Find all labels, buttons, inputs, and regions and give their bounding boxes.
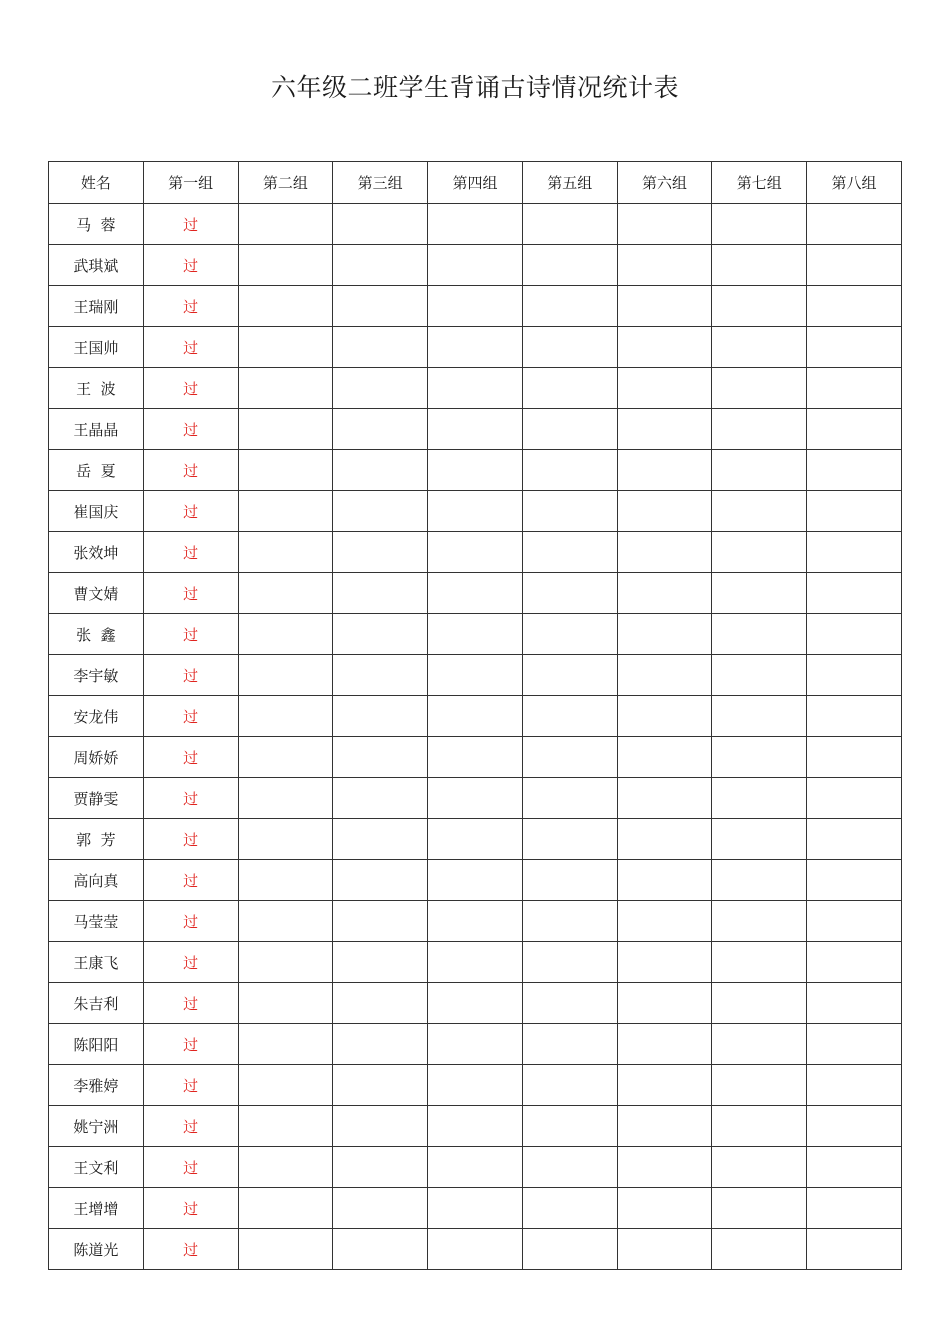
group-8-cell bbox=[807, 286, 902, 327]
column-header-name: 姓名 bbox=[49, 162, 144, 204]
group-4-cell bbox=[428, 819, 523, 860]
group-7-cell bbox=[712, 614, 807, 655]
group-5-cell bbox=[522, 491, 617, 532]
group-6-cell bbox=[617, 1065, 712, 1106]
group-4-cell bbox=[428, 245, 523, 286]
table-row bbox=[49, 1147, 902, 1188]
group-1-cell: 过 bbox=[143, 409, 238, 450]
table-row bbox=[49, 368, 902, 409]
group-7-cell bbox=[712, 860, 807, 901]
group-4-cell bbox=[428, 655, 523, 696]
group-8-cell bbox=[807, 1024, 902, 1065]
group-2-cell bbox=[238, 532, 333, 573]
table-row bbox=[49, 245, 902, 286]
group-7-cell bbox=[712, 655, 807, 696]
group-4-cell bbox=[428, 860, 523, 901]
group-4-cell bbox=[428, 1065, 523, 1106]
group-3-cell bbox=[333, 737, 428, 778]
column-header-group-3: 第三组 bbox=[333, 162, 428, 204]
student-name-cell: 王 波 bbox=[49, 368, 144, 409]
group-2-cell bbox=[238, 491, 333, 532]
table-row bbox=[49, 983, 902, 1024]
group-6-cell bbox=[617, 819, 712, 860]
group-4-cell bbox=[428, 696, 523, 737]
group-8-cell bbox=[807, 983, 902, 1024]
group-3-cell bbox=[333, 532, 428, 573]
group-4-cell bbox=[428, 1188, 523, 1229]
group-7-cell bbox=[712, 245, 807, 286]
group-5-cell bbox=[522, 327, 617, 368]
table-row bbox=[49, 1024, 902, 1065]
group-2-cell bbox=[238, 204, 333, 245]
group-8-cell bbox=[807, 1229, 902, 1270]
group-6-cell bbox=[617, 1229, 712, 1270]
table-row bbox=[49, 1188, 902, 1229]
student-name-cell: 张效坤 bbox=[49, 532, 144, 573]
table-header-row bbox=[49, 162, 902, 204]
group-5-cell bbox=[522, 1024, 617, 1065]
group-2-cell bbox=[238, 942, 333, 983]
group-7-cell bbox=[712, 450, 807, 491]
group-8-cell bbox=[807, 450, 902, 491]
group-4-cell bbox=[428, 1106, 523, 1147]
student-name-cell: 王康飞 bbox=[49, 942, 144, 983]
group-5-cell bbox=[522, 450, 617, 491]
student-name-cell: 李宇敏 bbox=[49, 655, 144, 696]
group-5-cell bbox=[522, 696, 617, 737]
table-row bbox=[49, 778, 902, 819]
student-name-cell: 王文利 bbox=[49, 1147, 144, 1188]
group-8-cell bbox=[807, 573, 902, 614]
group-3-cell bbox=[333, 327, 428, 368]
student-name-cell: 张 鑫 bbox=[49, 614, 144, 655]
group-7-cell bbox=[712, 204, 807, 245]
group-5-cell bbox=[522, 778, 617, 819]
group-3-cell bbox=[333, 1229, 428, 1270]
table-row bbox=[49, 409, 902, 450]
group-4-cell bbox=[428, 942, 523, 983]
group-8-cell bbox=[807, 491, 902, 532]
student-name-cell: 岳 夏 bbox=[49, 450, 144, 491]
group-3-cell bbox=[333, 778, 428, 819]
group-5-cell bbox=[522, 532, 617, 573]
group-4-cell bbox=[428, 778, 523, 819]
column-header-group-4: 第四组 bbox=[428, 162, 523, 204]
group-5-cell bbox=[522, 286, 617, 327]
group-5-cell bbox=[522, 409, 617, 450]
column-header-group-5: 第五组 bbox=[522, 162, 617, 204]
group-5-cell bbox=[522, 655, 617, 696]
table-row bbox=[49, 614, 902, 655]
group-7-cell bbox=[712, 532, 807, 573]
recitation-stats-table bbox=[48, 161, 902, 1270]
group-2-cell bbox=[238, 614, 333, 655]
column-header-group-7: 第七组 bbox=[712, 162, 807, 204]
group-7-cell bbox=[712, 901, 807, 942]
table-row bbox=[49, 860, 902, 901]
group-7-cell bbox=[712, 1188, 807, 1229]
table-row bbox=[49, 1065, 902, 1106]
group-3-cell bbox=[333, 614, 428, 655]
group-1-cell: 过 bbox=[143, 983, 238, 1024]
group-5-cell bbox=[522, 1065, 617, 1106]
group-1-cell: 过 bbox=[143, 450, 238, 491]
table-row bbox=[49, 204, 902, 245]
group-7-cell bbox=[712, 573, 807, 614]
group-5-cell bbox=[522, 1106, 617, 1147]
group-8-cell bbox=[807, 778, 902, 819]
group-6-cell bbox=[617, 409, 712, 450]
group-7-cell bbox=[712, 819, 807, 860]
table-row bbox=[49, 1106, 902, 1147]
group-6-cell bbox=[617, 286, 712, 327]
group-4-cell bbox=[428, 491, 523, 532]
group-5-cell bbox=[522, 737, 617, 778]
group-5-cell bbox=[522, 1229, 617, 1270]
group-5-cell bbox=[522, 860, 617, 901]
group-4-cell bbox=[428, 532, 523, 573]
group-7-cell bbox=[712, 327, 807, 368]
group-3-cell bbox=[333, 491, 428, 532]
group-8-cell bbox=[807, 1188, 902, 1229]
group-1-cell: 过 bbox=[143, 1106, 238, 1147]
group-3-cell bbox=[333, 204, 428, 245]
group-7-cell bbox=[712, 409, 807, 450]
group-3-cell bbox=[333, 1106, 428, 1147]
group-1-cell: 过 bbox=[143, 696, 238, 737]
group-7-cell bbox=[712, 1024, 807, 1065]
group-2-cell bbox=[238, 1188, 333, 1229]
group-3-cell bbox=[333, 573, 428, 614]
group-2-cell bbox=[238, 860, 333, 901]
group-6-cell bbox=[617, 368, 712, 409]
group-4-cell bbox=[428, 286, 523, 327]
group-2-cell bbox=[238, 778, 333, 819]
group-1-cell: 过 bbox=[143, 327, 238, 368]
group-8-cell bbox=[807, 368, 902, 409]
group-7-cell bbox=[712, 1106, 807, 1147]
group-4-cell bbox=[428, 450, 523, 491]
group-1-cell: 过 bbox=[143, 614, 238, 655]
group-6-cell bbox=[617, 1106, 712, 1147]
group-4-cell bbox=[428, 409, 523, 450]
group-6-cell bbox=[617, 1188, 712, 1229]
group-3-cell bbox=[333, 655, 428, 696]
group-7-cell bbox=[712, 491, 807, 532]
group-1-cell: 过 bbox=[143, 245, 238, 286]
group-2-cell bbox=[238, 573, 333, 614]
group-2-cell bbox=[238, 409, 333, 450]
group-1-cell: 过 bbox=[143, 1229, 238, 1270]
group-4-cell bbox=[428, 204, 523, 245]
student-name-cell: 周娇娇 bbox=[49, 737, 144, 778]
group-4-cell bbox=[428, 737, 523, 778]
student-name-cell: 姚宁洲 bbox=[49, 1106, 144, 1147]
column-header-group-2: 第二组 bbox=[238, 162, 333, 204]
group-3-cell bbox=[333, 1024, 428, 1065]
group-8-cell bbox=[807, 819, 902, 860]
group-3-cell bbox=[333, 696, 428, 737]
group-5-cell bbox=[522, 1188, 617, 1229]
group-8-cell bbox=[807, 860, 902, 901]
group-1-cell: 过 bbox=[143, 1065, 238, 1106]
student-name-cell: 武琪斌 bbox=[49, 245, 144, 286]
group-3-cell bbox=[333, 901, 428, 942]
group-1-cell: 过 bbox=[143, 860, 238, 901]
group-8-cell bbox=[807, 409, 902, 450]
student-name-cell: 马 蓉 bbox=[49, 204, 144, 245]
group-2-cell bbox=[238, 901, 333, 942]
student-name-cell: 朱吉利 bbox=[49, 983, 144, 1024]
group-7-cell bbox=[712, 696, 807, 737]
student-name-cell: 李雅婷 bbox=[49, 1065, 144, 1106]
group-4-cell bbox=[428, 573, 523, 614]
table-row bbox=[49, 1229, 902, 1270]
student-name-cell: 王增增 bbox=[49, 1188, 144, 1229]
column-header-group-1: 第一组 bbox=[143, 162, 238, 204]
student-name-cell: 王瑞刚 bbox=[49, 286, 144, 327]
group-7-cell bbox=[712, 942, 807, 983]
table-row bbox=[49, 696, 902, 737]
group-2-cell bbox=[238, 286, 333, 327]
group-8-cell bbox=[807, 942, 902, 983]
group-8-cell bbox=[807, 1065, 902, 1106]
group-8-cell bbox=[807, 1106, 902, 1147]
group-5-cell bbox=[522, 901, 617, 942]
group-3-cell bbox=[333, 368, 428, 409]
column-header-group-6: 第六组 bbox=[617, 162, 712, 204]
group-6-cell bbox=[617, 901, 712, 942]
group-5-cell bbox=[522, 573, 617, 614]
group-8-cell bbox=[807, 327, 902, 368]
table-row bbox=[49, 737, 902, 778]
group-7-cell bbox=[712, 368, 807, 409]
group-7-cell bbox=[712, 737, 807, 778]
student-name-cell: 陈阳阳 bbox=[49, 1024, 144, 1065]
group-6-cell bbox=[617, 983, 712, 1024]
table-row bbox=[49, 819, 902, 860]
group-1-cell: 过 bbox=[143, 655, 238, 696]
group-4-cell bbox=[428, 1229, 523, 1270]
group-1-cell: 过 bbox=[143, 286, 238, 327]
group-5-cell bbox=[522, 614, 617, 655]
group-1-cell: 过 bbox=[143, 491, 238, 532]
group-8-cell bbox=[807, 696, 902, 737]
group-7-cell bbox=[712, 1065, 807, 1106]
group-1-cell: 过 bbox=[143, 573, 238, 614]
group-1-cell: 过 bbox=[143, 942, 238, 983]
group-7-cell bbox=[712, 983, 807, 1024]
group-2-cell bbox=[238, 1229, 333, 1270]
group-1-cell: 过 bbox=[143, 532, 238, 573]
group-2-cell bbox=[238, 1065, 333, 1106]
group-2-cell bbox=[238, 819, 333, 860]
table-row bbox=[49, 532, 902, 573]
group-6-cell bbox=[617, 573, 712, 614]
student-name-cell: 曹文婧 bbox=[49, 573, 144, 614]
group-8-cell bbox=[807, 655, 902, 696]
group-5-cell bbox=[522, 819, 617, 860]
group-2-cell bbox=[238, 1147, 333, 1188]
group-8-cell bbox=[807, 532, 902, 573]
group-5-cell bbox=[522, 368, 617, 409]
group-6-cell bbox=[617, 327, 712, 368]
group-6-cell bbox=[617, 737, 712, 778]
student-name-cell: 陈道光 bbox=[49, 1229, 144, 1270]
group-2-cell bbox=[238, 696, 333, 737]
group-3-cell bbox=[333, 1065, 428, 1106]
table-row bbox=[49, 655, 902, 696]
table-row bbox=[49, 450, 902, 491]
group-3-cell bbox=[333, 819, 428, 860]
table-row bbox=[49, 942, 902, 983]
group-8-cell bbox=[807, 204, 902, 245]
group-1-cell: 过 bbox=[143, 204, 238, 245]
group-2-cell bbox=[238, 327, 333, 368]
group-6-cell bbox=[617, 1147, 712, 1188]
group-6-cell bbox=[617, 532, 712, 573]
group-6-cell bbox=[617, 245, 712, 286]
group-5-cell bbox=[522, 942, 617, 983]
group-1-cell: 过 bbox=[143, 1024, 238, 1065]
group-3-cell bbox=[333, 286, 428, 327]
group-2-cell bbox=[238, 655, 333, 696]
group-6-cell bbox=[617, 614, 712, 655]
group-5-cell bbox=[522, 245, 617, 286]
group-6-cell bbox=[617, 491, 712, 532]
group-1-cell: 过 bbox=[143, 1188, 238, 1229]
student-name-cell: 马莹莹 bbox=[49, 901, 144, 942]
student-name-cell: 郭 芳 bbox=[49, 819, 144, 860]
group-1-cell: 过 bbox=[143, 368, 238, 409]
group-4-cell bbox=[428, 983, 523, 1024]
group-2-cell bbox=[238, 1106, 333, 1147]
group-8-cell bbox=[807, 901, 902, 942]
group-2-cell bbox=[238, 983, 333, 1024]
group-2-cell bbox=[238, 368, 333, 409]
student-name-cell: 王国帅 bbox=[49, 327, 144, 368]
group-8-cell bbox=[807, 614, 902, 655]
table-row bbox=[49, 491, 902, 532]
group-1-cell: 过 bbox=[143, 737, 238, 778]
group-1-cell: 过 bbox=[143, 901, 238, 942]
group-8-cell bbox=[807, 245, 902, 286]
group-7-cell bbox=[712, 778, 807, 819]
group-6-cell bbox=[617, 1024, 712, 1065]
group-4-cell bbox=[428, 1024, 523, 1065]
group-3-cell bbox=[333, 1147, 428, 1188]
group-6-cell bbox=[617, 942, 712, 983]
group-7-cell bbox=[712, 286, 807, 327]
group-6-cell bbox=[617, 860, 712, 901]
group-3-cell bbox=[333, 983, 428, 1024]
table-row bbox=[49, 286, 902, 327]
column-header-group-8: 第八组 bbox=[807, 162, 902, 204]
group-7-cell bbox=[712, 1229, 807, 1270]
group-6-cell bbox=[617, 204, 712, 245]
group-4-cell bbox=[428, 901, 523, 942]
student-name-cell: 高向真 bbox=[49, 860, 144, 901]
group-4-cell bbox=[428, 614, 523, 655]
group-2-cell bbox=[238, 1024, 333, 1065]
group-7-cell bbox=[712, 1147, 807, 1188]
group-5-cell bbox=[522, 1147, 617, 1188]
group-4-cell bbox=[428, 368, 523, 409]
table-row bbox=[49, 901, 902, 942]
group-3-cell bbox=[333, 860, 428, 901]
group-2-cell bbox=[238, 245, 333, 286]
student-name-cell: 贾静雯 bbox=[49, 778, 144, 819]
group-1-cell: 过 bbox=[143, 1147, 238, 1188]
group-6-cell bbox=[617, 696, 712, 737]
group-1-cell: 过 bbox=[143, 778, 238, 819]
group-3-cell bbox=[333, 409, 428, 450]
table-body bbox=[49, 204, 902, 1270]
group-8-cell bbox=[807, 1147, 902, 1188]
group-3-cell bbox=[333, 450, 428, 491]
student-name-cell: 王晶晶 bbox=[49, 409, 144, 450]
group-2-cell bbox=[238, 737, 333, 778]
group-6-cell bbox=[617, 655, 712, 696]
group-8-cell bbox=[807, 737, 902, 778]
table-row bbox=[49, 573, 902, 614]
group-4-cell bbox=[428, 1147, 523, 1188]
group-3-cell bbox=[333, 245, 428, 286]
group-3-cell bbox=[333, 942, 428, 983]
student-name-cell: 崔国庆 bbox=[49, 491, 144, 532]
group-4-cell bbox=[428, 327, 523, 368]
group-2-cell bbox=[238, 450, 333, 491]
page-title: 六年级二班学生背诵古诗情况统计表 bbox=[270, 73, 679, 102]
group-5-cell bbox=[522, 983, 617, 1024]
group-1-cell: 过 bbox=[143, 819, 238, 860]
student-name-cell: 安龙伟 bbox=[49, 696, 144, 737]
group-3-cell bbox=[333, 1188, 428, 1229]
group-6-cell bbox=[617, 450, 712, 491]
group-6-cell bbox=[617, 778, 712, 819]
table-row bbox=[49, 327, 902, 368]
group-5-cell bbox=[522, 204, 617, 245]
